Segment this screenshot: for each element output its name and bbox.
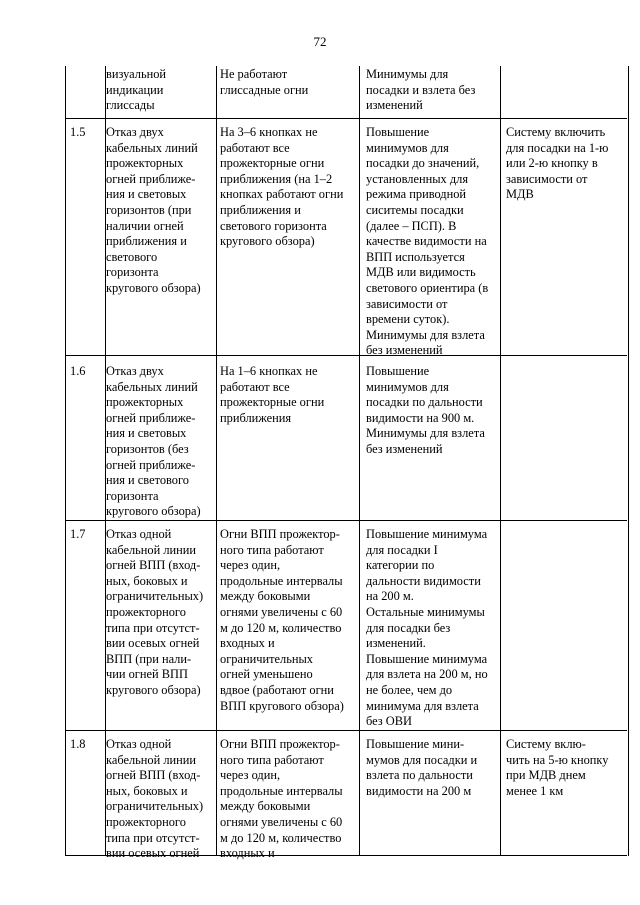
minima-cell: Минимумы для посадки и взлета без изменений (366, 67, 476, 113)
row-number: 1.8 (70, 737, 86, 751)
condition-cell: Не работают глиссадные огни (220, 67, 309, 97)
row-divider (65, 730, 627, 731)
failure-cell: Отказ двух кабельных линий прожекторных огней приближе- ния и световых горизонтов (без огней приближе- ния и светового горизонта кругового обзора) (106, 364, 201, 519)
minima-cell: Повышение минимумов для посадки до значений, установленных для режима приводной сиситемы посадки (далее – ПСП). В качестве видимости на ВПП используется МДВ или видимость светового ориентира (в зависимости от времени суток). Минимумы для взлета без изменений (366, 125, 489, 358)
minima-cell: Повышение мини- мумов для посадки и взлета по дальности видимости на 200 м (366, 737, 478, 798)
condition-cell: Огни ВПП прожектор- ного типа работают через один, продольные интервалы между боковыми огнями увеличены с 60 м до 120 м, количество входных и ограничительных огней уменьшено вдвое (работают огни ВПП кругового обзора) (220, 527, 344, 713)
column-divider (500, 66, 501, 856)
column-divider (359, 66, 360, 856)
minima-cell: Повышение минимумов для посадки по дальности видимости на 900 м. Минимумы для взлета без изменений (366, 364, 485, 456)
minima-cell: Повышение минимума для посадки I категории по дальности видимости на 200 м. Остальные минимумы для посадки без изменений. Повышение минимума для взлета на 200 м, но не более, чем до минимума для взлета без ОВИ (366, 527, 488, 729)
row-divider (65, 118, 627, 119)
row-number: 1.7 (70, 527, 86, 541)
condition-cell: На 3–6 кнопках не работают все прожекторные огни приближения (на 1–2 кнопках работают огни приближения и светового горизонта кругового обзора) (220, 125, 344, 249)
failure-cell: визуальной индикации глиссады (106, 67, 167, 113)
page-number: 72 (313, 34, 327, 49)
column-divider (216, 66, 217, 856)
row-divider (65, 355, 627, 356)
failure-cell: Отказ одной кабельной линии огней ВПП (вход- ных, боковых и ограничительных) прожекторного типа при отсутст- вии осевых огней (106, 737, 204, 861)
row-number: 1.6 (70, 364, 86, 378)
note-cell: Систему вклю- чить на 5-ю кнопку при МДВ днем менее 1 км (506, 737, 609, 798)
row-divider (65, 520, 627, 521)
failure-cell: Отказ одной кабельной линии огней ВПП (вход- ных, боковых и ограничительных) прожекторного типа при отсутст- вии осевых огней ВПП (при нали- чии огней ВПП кругового обзора) (106, 527, 204, 697)
condition-cell: Огни ВПП прожектор- ного типа работают через один, продольные интервалы между боковыми огнями увеличены с 60 м до 120 м, количество входных и (220, 737, 343, 861)
condition-cell: На 1–6 кнопках не работают все прожекторные огни приближения (220, 364, 325, 425)
failure-cell: Отказ двух кабельных линий прожекторных огней приближе- ния и световых горизонтов (при наличии огней приближения и светового горизонта кругового обзора) (106, 125, 201, 295)
row-number: 1.5 (70, 125, 86, 139)
note-cell: Систему включить для посадки на 1-ю или 2-ю кнопку в зависимости от МДВ (506, 125, 609, 202)
